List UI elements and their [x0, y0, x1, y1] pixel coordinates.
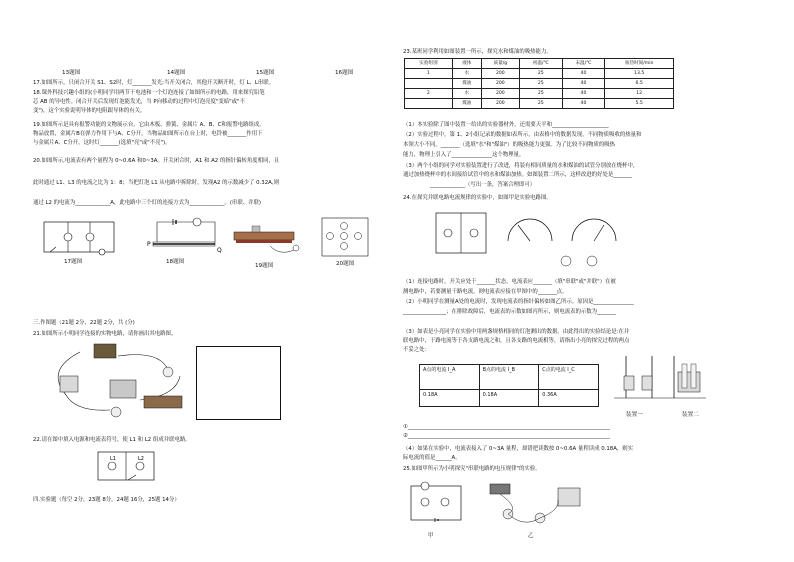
table-header: 加热时间/min	[605, 59, 674, 69]
experiment-table	[404, 58, 674, 109]
figure-25-circuit	[405, 478, 475, 530]
svg-text:P: P	[147, 241, 151, 248]
table-header: 初温/℃	[519, 59, 562, 69]
question-18-line2: 芯 AB 的导电性。闭合开关后发现灯泡能发光，当 P向移动的过程中灯泡亮度"变暗"或"不	[33, 99, 245, 105]
question-21: 21.如图所示小明同学连接的实物电路，请你画出其电路图。	[33, 331, 177, 337]
question-23-2-line2: 本领大小不同。_______（选填"水"和"煤油"）的吸热能力更强。为了比较不同物质的吸热	[403, 142, 616, 148]
question-25: 25.如图甲所示为小明探究"串联电路的电压规律"的实验。	[403, 466, 541, 472]
question-24-1-line1: （1）连接电路时，开关应处于_______状态，电流表应_______（填"串联"或"并联"）在被	[403, 279, 616, 285]
question-24-4-line1: （4）如果在实验中，电流表接入了 0~3A 量程，却错把读数按 0~0.6A 量程读成 0.18A，则实	[403, 446, 634, 452]
section-4-heading: 四.实验题（每空 2分，23题 8分，24题 16分，25题 14分）	[33, 497, 180, 503]
table-cell: 2	[405, 89, 453, 99]
table-header: C点的电流 I_C	[539, 365, 599, 390]
table-row	[405, 69, 674, 79]
table-cell: 40	[562, 89, 605, 99]
table-cell: 6.5	[605, 79, 674, 89]
figure-25-physical-setup	[480, 478, 590, 534]
fig-label-17: 17题图	[64, 259, 83, 265]
heating-apparatus-figure	[612, 352, 708, 412]
table-cell: 25	[519, 89, 562, 99]
figure-22-parallel-circuit	[92, 446, 162, 486]
table-header: A点的电流 I_A	[420, 365, 480, 390]
question-23-3-line3: _____________（写出一条，答案合理即可）	[430, 182, 536, 188]
table-cell: 煤油	[452, 79, 481, 89]
section-3-heading: 三.作图题（21题 2分，22题 2分，共 (分)	[33, 320, 135, 326]
table-cell: 40	[562, 69, 605, 79]
question-19-line3: 与金属片A、C分开，这时灯_______(选填"亮"或"不亮")。	[33, 140, 171, 146]
device-label-1: 装置一	[626, 412, 643, 418]
fig-label-15: 15题图	[256, 70, 275, 76]
table-cell: 12	[605, 89, 674, 99]
table-cell: 200	[481, 99, 519, 109]
question-23-3-line2: 通过加热烧杯中的水间接给试管中的水和煤油加热。如图装置二所示，这样改进的好处是_______	[403, 172, 633, 178]
question-20-line2: 此时通过 L1、L3 的电流之比为 1：8；当把灯泡 L1 从电路中拆除时，发现A2 的示数减少了 0.32A,则	[33, 180, 279, 186]
question-24-3-line2: 联电路中，干路电流等于各支路电流之和，且各支路的电流相等，请指出小亮的探究过程的两点	[403, 338, 630, 344]
current-table	[419, 364, 599, 407]
table-row	[405, 79, 674, 89]
table-cell: 水	[452, 69, 481, 79]
table-cell: 0.36A	[539, 390, 599, 407]
table-row	[405, 99, 674, 109]
table-cell: 200	[481, 89, 519, 99]
question-19-line2: 物品放置，金属片B在弹力作用下与A、C分开，当物品如图所示在台上时，电铃被_______作用下	[33, 131, 263, 137]
table-header: B点的电流 I_B	[479, 365, 539, 390]
table-cell: 40	[562, 79, 605, 89]
table-cell: 40	[562, 99, 605, 109]
question-17: 17.如图所示，只闭合开关 S1、S2时，灯_______发光;当开关闭合，其他开关断开时，灯 L、L串联。	[33, 80, 275, 86]
table-cell	[405, 79, 453, 89]
question-23-3-line1: （3）两个小组的同学对实验装置进行了改进，将装有相同质量的水和煤油的试管分别放在烧杯中，	[403, 163, 639, 169]
question-23-1: （1）本实验除了图中装置一给出的实验器材外，还需要天平和_____________________	[403, 122, 609, 128]
figure-24-circuit-and-meters	[432, 205, 722, 271]
table-row	[405, 89, 674, 99]
svg-text:L2: L2	[138, 456, 144, 462]
question-22: 22.请在图中填入电源和电流表符号，使 L1 和 L2 组成并联电路。	[33, 437, 191, 443]
fig-label-16: 16题图	[335, 70, 354, 76]
table-cell: 25	[519, 69, 562, 79]
table-cell: 水	[452, 89, 481, 99]
fig-label-20: 20题图	[336, 261, 355, 267]
question-20-line1: 20.如图所示,电流表有两个量程为 0~0.6A 和0~3A。开关闭合时，A1 和 A2 的指针偏转角度相同，且	[33, 158, 280, 164]
table-cell: 13.5	[605, 69, 674, 79]
svg-text:L1: L1	[110, 456, 116, 462]
table-cell: 0.18A	[479, 390, 539, 407]
table-row	[420, 390, 599, 407]
fig-label-13: 13题图	[62, 70, 81, 76]
figure-19-display-stand	[230, 220, 310, 260]
question-24-3-line1: （3）如表是小亮同学在实验中用两盏规格相同的灯泡测出的数据。由此得出的实验结论是:在并	[403, 329, 630, 335]
question-24-2-line2: ________________；在排除故障后，电流表的示数如图丙所示，则电流表的示数为_______	[403, 309, 616, 315]
device-label-2: 装置二	[682, 412, 699, 418]
question-24-1-line2: 测电路中，若要测量干路电流，则电流表应接在甲图中的_______点。	[403, 289, 568, 295]
table-header: 末温/℃	[562, 59, 605, 69]
question-24-3-line3: 不妥之处：	[403, 347, 430, 353]
table-header: 液体	[452, 59, 481, 69]
figure-20-parallel-circuit	[318, 214, 372, 260]
figure-21-drawing-box[interactable]	[196, 346, 281, 420]
figure-17-circuit	[40, 218, 120, 256]
table-cell: 1	[405, 69, 453, 79]
question-20-line3: 通过 L2 的电流为_____________A，此电路中三个灯的连接方式为_____________。(串联、并联)	[33, 200, 261, 206]
table-cell: 煤油	[452, 99, 481, 109]
answer-line-2[interactable]: ②___________________________________________________________________________	[403, 433, 610, 439]
table-header: 质量/g	[481, 59, 519, 69]
question-19-line1: 19.如图所示是具有报警功能的文物展示台，它由木板、弹簧、金属片 A、B、C和报警电路组成。	[33, 122, 265, 128]
svg-text:Q: Q	[217, 247, 222, 254]
question-18-line3: 变")，这个实验说明导体的电阻跟导体的有关。	[33, 108, 146, 114]
table-cell: 200	[481, 79, 519, 89]
table-cell: 25	[519, 99, 562, 109]
answer-line-1[interactable]: ①___________________________________________________________________________	[403, 424, 610, 430]
table-cell	[405, 99, 453, 109]
question-24: 24.在探究并联电路电流规律的实验中，如图甲是实验电路图。	[403, 195, 552, 201]
question-24-4-line2: 际电流的值是______A。	[403, 455, 461, 461]
figure-18-pencil-circuit	[145, 214, 225, 258]
question-23-2-line1: （2）实验过程中，第 1、2小组记录的数据如表所示，由表格中的数据发现，不同物质吸收的热量和	[403, 132, 642, 138]
fig-label-19: 19题图	[255, 263, 274, 269]
question-18-line1: 18.课外科技兴趣小组的(小明同学用两节干电池和一个灯泡连接了如图所示的电路，用来探究铅笔	[33, 90, 265, 96]
table-cell: 25	[519, 79, 562, 89]
table-cell: 5.5	[605, 99, 674, 109]
table-cell: 200	[481, 69, 519, 79]
fig-label-14: 14题图	[167, 70, 186, 76]
table-row	[420, 365, 599, 390]
fig25-label-jia: 甲	[428, 533, 434, 539]
table-cell: 0.18A	[420, 390, 480, 407]
fig-label-18: 18题图	[166, 259, 185, 265]
fig25-label-yi: 乙	[528, 533, 534, 539]
question-24-2-line1: （2）小明同学在测量A处的电流时，发现电流表的指针偏转如图乙所示。原因是_______________	[403, 299, 634, 305]
table-header: 实验组别	[405, 59, 453, 69]
table-header-row	[405, 59, 674, 69]
question-23: 23.某班同学利用如图装置一所示，探究水和煤油的吸热能力。	[403, 49, 552, 55]
figure-21-physical-circuit	[40, 340, 190, 422]
question-23-2-line3: 能力，物理上引入了_______________这个物理量。	[403, 152, 525, 158]
